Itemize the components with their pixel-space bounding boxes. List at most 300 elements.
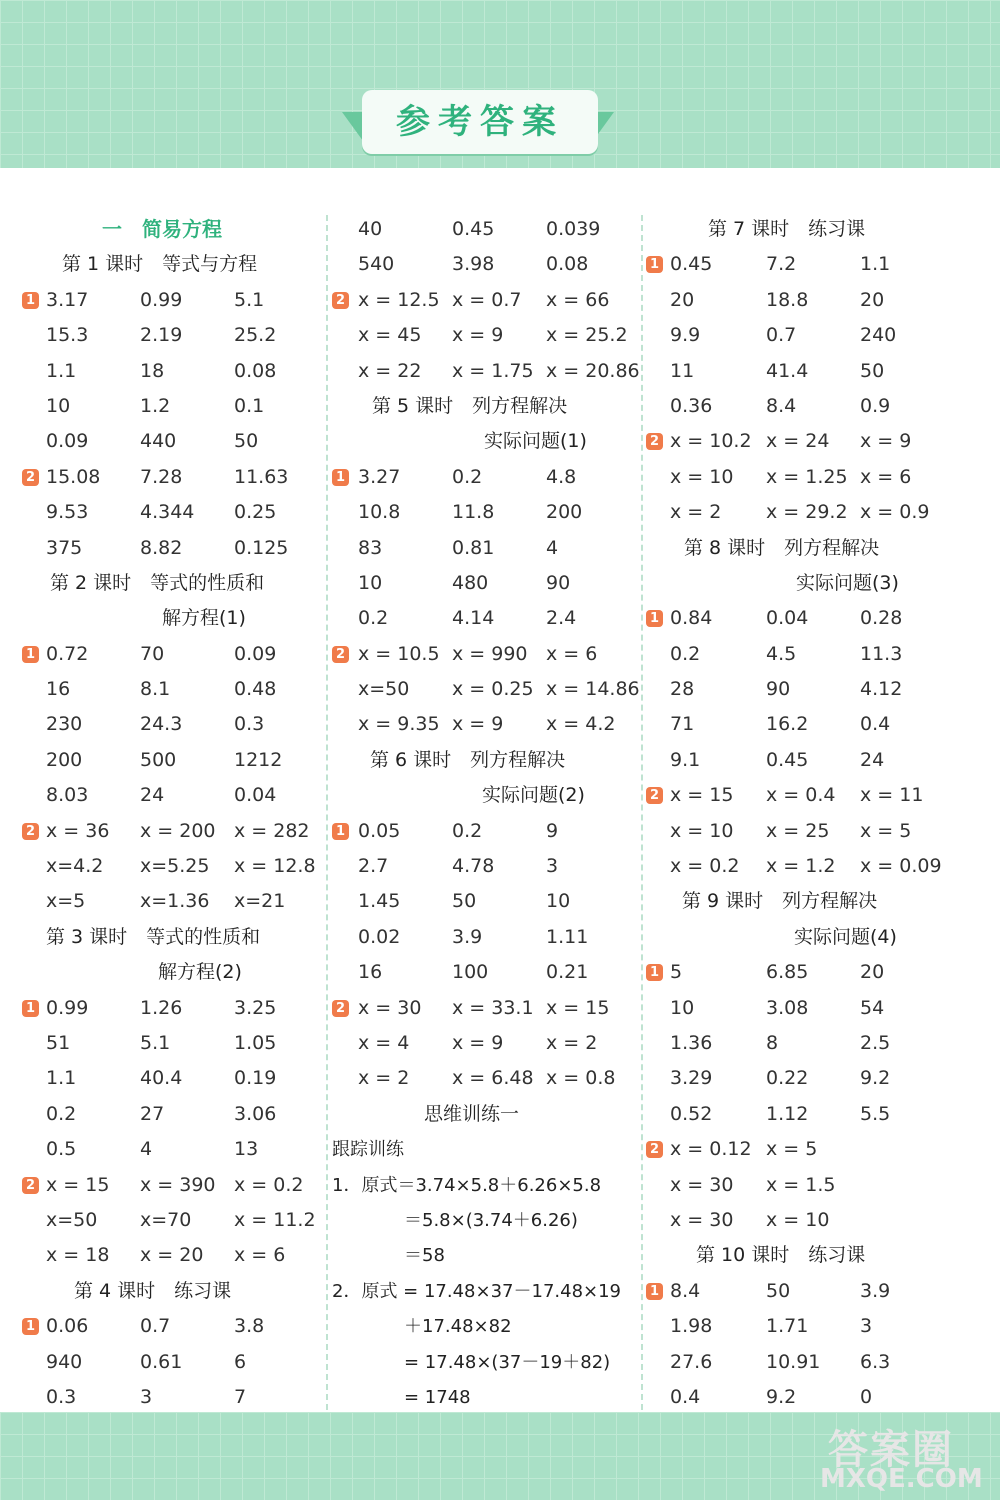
answer-row <box>22 1132 320 1167</box>
answer-value: 7.2 <box>766 253 797 276</box>
answer-value: x = 390 <box>140 1173 216 1196</box>
answer-value: x = 9 <box>452 324 504 347</box>
answer-row <box>332 354 640 389</box>
heading-row <box>332 424 640 459</box>
answer-value: 0.125 <box>234 536 289 559</box>
answer-row <box>22 778 320 813</box>
answer-value: 6.3 <box>860 1350 891 1373</box>
answer-value: 240 <box>860 324 897 347</box>
answer-row <box>332 460 640 495</box>
answer-value: 24 <box>860 748 885 771</box>
answer-value: x = 10.2 <box>670 430 752 453</box>
answer-value: x = 10 <box>670 819 734 842</box>
lesson-heading: 第 9 课时 列方程解决 <box>682 890 878 913</box>
heading-row <box>332 1097 640 1132</box>
answer-value: 0.2 <box>358 607 389 630</box>
answer-value: x=5 <box>46 890 86 913</box>
answer-value: x = 282 <box>234 819 310 842</box>
answer-value: 20 <box>860 288 885 311</box>
answers-column-1 <box>22 212 320 1415</box>
lesson-heading: 第 1 课时 等式与方程 <box>62 253 258 276</box>
answer-value: x = 1.5 <box>766 1173 836 1196</box>
heading-row <box>646 1238 946 1273</box>
answer-value: 0 <box>860 1385 873 1408</box>
answer-value: 0.7 <box>140 1315 171 1338</box>
heading-row <box>332 1168 640 1203</box>
answer-value: 27 <box>140 1102 165 1125</box>
answer-row <box>22 318 320 353</box>
answer-value: x = 6 <box>860 465 912 488</box>
watermark-logo-text: 答案圈 <box>828 1427 954 1473</box>
answer-value: 100 <box>452 961 489 984</box>
answer-value: 3 <box>140 1385 153 1408</box>
explanation-line: ＝5.8×(3.74＋6.26) <box>404 1209 578 1231</box>
answer-value: x = 5 <box>860 819 912 842</box>
explanation-line: = 1748 <box>404 1386 471 1408</box>
answer-row <box>332 495 640 530</box>
answer-value: 375 <box>46 536 83 559</box>
heading-row <box>22 212 320 247</box>
answer-value: 0.84 <box>670 607 713 630</box>
answer-value: 8.82 <box>140 536 183 559</box>
answer-row <box>332 601 640 636</box>
answer-value: 0.3 <box>46 1385 77 1408</box>
answer-value: 10.8 <box>358 501 401 524</box>
answer-row <box>646 1061 946 1096</box>
answer-value: x = 25 <box>766 819 830 842</box>
answer-row <box>646 778 946 813</box>
heading-row <box>22 955 320 990</box>
answer-row <box>646 849 946 884</box>
heading-row <box>332 1238 640 1273</box>
answer-value: 50 <box>766 1279 791 1302</box>
answer-value: 16.2 <box>766 713 809 736</box>
answer-row <box>646 495 946 530</box>
answer-row <box>646 1168 946 1203</box>
question-number-badge: 2 <box>22 823 39 840</box>
answer-value: 9.53 <box>46 501 89 524</box>
answer-value: 1.1 <box>46 359 77 382</box>
answer-row <box>646 1026 946 1061</box>
answer-value: 50 <box>234 430 259 453</box>
question-number-badge: 1 <box>646 256 663 273</box>
answer-row <box>332 212 640 247</box>
answer-value: 4.14 <box>452 607 495 630</box>
answers-column-2 <box>332 212 640 1415</box>
answer-value: x=1.36 <box>140 890 210 913</box>
answer-value: x = 9 <box>452 1031 504 1054</box>
answer-value: x = 11 <box>860 784 924 807</box>
answer-value: x = 66 <box>546 288 610 311</box>
answer-value: 0.2 <box>670 642 701 665</box>
answer-value: 0.52 <box>670 1102 713 1125</box>
answer-row <box>22 1097 320 1132</box>
answer-row <box>646 1203 946 1238</box>
answer-value: 9.1 <box>670 748 701 771</box>
answer-row <box>332 955 640 990</box>
answer-value: 0.19 <box>234 1067 277 1090</box>
heading-row <box>332 1380 640 1415</box>
lesson-heading: 第 2 课时 等式的性质和 <box>50 571 265 594</box>
answer-value: x = 18 <box>46 1244 110 1267</box>
answer-value: 0.45 <box>766 748 809 771</box>
answer-row <box>332 991 640 1026</box>
answer-value: x = 20 <box>140 1244 204 1267</box>
heading-row <box>646 566 946 601</box>
answer-row <box>332 672 640 707</box>
answer-value: 440 <box>140 430 177 453</box>
question-number-badge: 1 <box>22 646 39 663</box>
answer-value: 1.71 <box>766 1315 809 1338</box>
answer-value: 40 <box>358 218 383 240</box>
answer-value: x = 0.2 <box>670 855 740 878</box>
answer-value: 4 <box>140 1138 153 1161</box>
answer-value: x = 10 <box>670 465 734 488</box>
answer-value: 0.7 <box>766 324 797 347</box>
heading-row <box>22 1274 320 1309</box>
answer-value: 28 <box>670 678 695 701</box>
answer-value: 1.12 <box>766 1102 809 1125</box>
answer-value: x = 5 <box>766 1138 818 1161</box>
answer-value: x = 9.35 <box>358 713 440 736</box>
answer-row <box>646 1274 946 1309</box>
heading-row <box>646 531 946 566</box>
heading-row <box>332 1309 640 1344</box>
answer-value: x = 4 <box>358 1031 410 1054</box>
answer-row <box>22 707 320 742</box>
heading-row <box>22 247 320 282</box>
answer-value: 11.8 <box>452 501 495 524</box>
explanation-line: = 17.48×(37－19＋82) <box>404 1351 611 1373</box>
answer-value: 3.29 <box>670 1067 713 1090</box>
question-number-badge: 1 <box>646 1283 663 1300</box>
answer-row <box>332 707 640 742</box>
answer-row <box>22 460 320 495</box>
answer-row <box>22 1238 320 1273</box>
answer-value: x = 200 <box>140 819 216 842</box>
page-title: 参考答案 <box>396 102 564 142</box>
answer-row <box>646 743 946 778</box>
answer-row <box>646 955 946 990</box>
answer-value: 50 <box>452 890 477 913</box>
lesson-heading: 思维训练一 <box>424 1102 520 1125</box>
question-number-badge: 2 <box>646 433 663 450</box>
answer-value: x = 9 <box>860 430 912 453</box>
answer-value: 0.09 <box>46 430 89 453</box>
answer-row <box>332 849 640 884</box>
answer-value: 8.4 <box>766 394 797 417</box>
answer-row <box>646 637 946 672</box>
answer-value: x=21 <box>234 890 286 913</box>
answer-value: 71 <box>670 713 695 736</box>
answer-value: 200 <box>46 748 83 771</box>
lesson-heading: 实际问题(4) <box>794 925 897 948</box>
answer-value: 3.17 <box>46 288 89 311</box>
heading-row <box>646 920 946 955</box>
answer-value: 25.2 <box>234 324 277 347</box>
heading-row <box>332 1274 640 1309</box>
heading-row <box>22 920 320 955</box>
lesson-heading: 实际问题(3) <box>796 571 899 594</box>
answer-value: 1.98 <box>670 1315 713 1338</box>
answer-row <box>22 495 320 530</box>
answers-column-3 <box>646 212 946 1415</box>
answer-value: 10 <box>670 996 695 1019</box>
answer-value: 3.27 <box>358 465 401 488</box>
answer-row <box>646 318 946 353</box>
answer-value: 3.9 <box>860 1279 891 1302</box>
answer-row <box>646 1097 946 1132</box>
answer-value: 3.08 <box>766 996 809 1019</box>
answer-row <box>22 1061 320 1096</box>
answer-row <box>22 1168 320 1203</box>
heading-row <box>332 389 640 424</box>
answer-value: 500 <box>140 748 177 771</box>
answer-value: 11 <box>670 359 695 382</box>
answer-row <box>22 884 320 919</box>
answer-value: x = 0.2 <box>234 1173 304 1196</box>
heading-row <box>646 212 946 247</box>
question-number-badge: 1 <box>332 469 349 486</box>
answer-value: 0.09 <box>234 642 277 665</box>
answer-row <box>22 1203 320 1238</box>
answer-value: 9.9 <box>670 324 701 347</box>
question-number-badge: 1 <box>22 1318 39 1335</box>
answer-row <box>22 672 320 707</box>
answer-value: x = 25.2 <box>546 324 628 347</box>
answer-value: 0.5 <box>46 1138 77 1161</box>
answer-value: 54 <box>860 996 885 1019</box>
answer-value: 13 <box>234 1138 259 1161</box>
answer-value: 7.28 <box>140 465 183 488</box>
answer-value: x = 2 <box>358 1067 410 1090</box>
answer-value: 1.36 <box>670 1031 713 1054</box>
answer-value: 6 <box>234 1350 247 1373</box>
answer-value: 0.2 <box>452 465 483 488</box>
answer-row <box>332 531 640 566</box>
answer-value: x = 30 <box>358 996 422 1019</box>
heading-row <box>332 1203 640 1238</box>
answer-row <box>22 283 320 318</box>
answer-value: x = 10.5 <box>358 642 440 665</box>
answer-value: 15.08 <box>46 465 101 488</box>
answer-value: 1.26 <box>140 996 183 1019</box>
answer-value: 2.4 <box>546 607 577 630</box>
answer-value: 0.72 <box>46 642 89 665</box>
answer-value: 0.81 <box>452 536 495 559</box>
answer-value: 3.9 <box>452 925 483 948</box>
answer-value: x = 36 <box>46 819 110 842</box>
question-number-badge: 2 <box>332 646 349 663</box>
answer-row <box>332 920 640 955</box>
answer-value: x = 15 <box>546 996 610 1019</box>
answer-value: x = 6 <box>546 642 598 665</box>
answer-value: 1.11 <box>546 925 589 948</box>
answer-value: 24 <box>140 784 165 807</box>
answer-value: x = 1.25 <box>766 465 848 488</box>
heading-row <box>332 778 640 813</box>
answer-value: 0.25 <box>234 501 277 524</box>
explanation-line: ＝58 <box>404 1245 445 1267</box>
answer-row <box>332 814 640 849</box>
answer-value: x = 0.12 <box>670 1138 752 1161</box>
answer-row <box>332 283 640 318</box>
lesson-heading: 第 6 课时 列方程解决 <box>370 748 566 771</box>
answer-row <box>332 884 640 919</box>
answer-value: x = 10 <box>766 1208 830 1231</box>
answer-value: 0.45 <box>670 253 713 276</box>
answer-value: 9.2 <box>860 1067 891 1090</box>
answer-value: 7 <box>234 1385 247 1408</box>
answer-value: 4.78 <box>452 855 495 878</box>
answer-value: 0.99 <box>46 996 89 1019</box>
answer-value: 0.4 <box>670 1385 701 1408</box>
answer-row <box>646 1380 946 1415</box>
answer-row <box>22 637 320 672</box>
lesson-heading: 实际问题(1) <box>484 430 587 453</box>
answer-value: 90 <box>766 678 791 701</box>
answer-value: x = 15 <box>670 784 734 807</box>
answer-row <box>646 1309 946 1344</box>
answer-value: x = 30 <box>670 1173 734 1196</box>
answer-row <box>646 424 946 459</box>
answer-value: x = 45 <box>358 324 422 347</box>
answer-value: 10.91 <box>766 1350 821 1373</box>
answer-value: 0.2 <box>452 819 483 842</box>
answer-row <box>22 1345 320 1380</box>
answer-row <box>22 743 320 778</box>
answer-row <box>22 1026 320 1061</box>
answer-value: x = 1.75 <box>452 359 534 382</box>
answer-value: 18 <box>140 359 165 382</box>
explanation-line: ＋17.48×82 <box>404 1316 512 1338</box>
answer-value: x = 0.25 <box>452 678 534 701</box>
heading-row <box>332 1132 640 1167</box>
answer-value: 20 <box>860 961 885 984</box>
answer-value: 0.1 <box>234 394 265 417</box>
answer-value: 16 <box>46 678 71 701</box>
answer-value: 0.28 <box>860 607 903 630</box>
answer-value: 2.7 <box>358 855 389 878</box>
answer-value: x = 30 <box>670 1208 734 1231</box>
answer-value: 230 <box>46 713 83 736</box>
answer-value: 9.2 <box>766 1385 797 1408</box>
question-number-badge: 2 <box>22 469 39 486</box>
answer-value: 8 <box>766 1031 779 1054</box>
answer-value: x = 14.86 <box>546 678 640 701</box>
answer-value: x = 0.09 <box>860 855 942 878</box>
answer-value: 1.45 <box>358 890 401 913</box>
answer-value: 50 <box>860 359 885 382</box>
answer-value: x = 6 <box>234 1244 286 1267</box>
answer-value: 83 <box>358 536 383 559</box>
lesson-heading: 解方程(2) <box>158 961 242 984</box>
answer-value: x = 12.5 <box>358 288 440 311</box>
question-number-badge: 1 <box>22 292 39 309</box>
answer-value: 0.04 <box>234 784 277 807</box>
answer-value: 0.9 <box>860 394 891 417</box>
answer-row <box>332 637 640 672</box>
answer-value: x = 33.1 <box>452 996 534 1019</box>
answer-row <box>646 460 946 495</box>
answer-row <box>332 1026 640 1061</box>
answer-value: 0.2 <box>46 1102 77 1125</box>
lesson-heading: 第 7 课时 练习课 <box>708 218 866 240</box>
answer-value: 8.4 <box>670 1279 701 1302</box>
answer-value: 10 <box>546 890 571 913</box>
lesson-heading: 第 8 课时 列方程解决 <box>684 536 880 559</box>
answer-value: 11.3 <box>860 642 903 665</box>
answer-value: x=5.25 <box>140 855 210 878</box>
answer-value: 4.5 <box>766 642 797 665</box>
answer-value: 0.22 <box>766 1067 809 1090</box>
answer-value: x = 0.7 <box>452 288 522 311</box>
answer-value: x = 0.4 <box>766 784 836 807</box>
answer-row <box>646 1345 946 1380</box>
answer-value: 0.4 <box>860 713 891 736</box>
answer-value: 90 <box>546 571 571 594</box>
answer-value: 11.63 <box>234 465 289 488</box>
question-number-badge: 2 <box>332 1000 349 1017</box>
answer-value: x = 9 <box>452 713 504 736</box>
answer-value: x = 12.8 <box>234 855 316 878</box>
answer-value: 51 <box>46 1031 71 1054</box>
answer-value: 0.36 <box>670 394 713 417</box>
answer-value: 9 <box>546 819 559 842</box>
answer-row <box>646 283 946 318</box>
answer-value: x = 11.2 <box>234 1208 316 1231</box>
column-divider-1 <box>326 215 328 1410</box>
answer-row <box>22 1380 320 1415</box>
question-number-badge: 2 <box>646 787 663 804</box>
answer-value: x = 24 <box>766 430 830 453</box>
heading-row <box>332 1345 640 1380</box>
answer-value: 20 <box>670 288 695 311</box>
explanation-line: 2．原式 = 17.48×37－17.48×19 <box>332 1280 622 1302</box>
answer-value: 0.45 <box>452 218 495 240</box>
answer-value: 1.2 <box>140 394 171 417</box>
answer-row <box>332 566 640 601</box>
question-number-badge: 1 <box>646 964 663 981</box>
answer-value: 5.1 <box>234 288 265 311</box>
answer-value: 2.19 <box>140 324 183 347</box>
answer-value: 200 <box>546 501 583 524</box>
answer-row <box>22 1309 320 1344</box>
section-heading: 一 简易方程 <box>102 217 222 241</box>
answer-value: x=4.2 <box>46 855 104 878</box>
answer-row <box>646 672 946 707</box>
lesson-heading: 实际问题(2) <box>482 784 585 807</box>
answer-value: x = 15 <box>46 1173 110 1196</box>
answer-row <box>332 247 640 282</box>
answer-row <box>646 814 946 849</box>
answer-value: 3.25 <box>234 996 277 1019</box>
answer-value: 0.039 <box>546 218 601 240</box>
answer-value: x = 2 <box>670 501 722 524</box>
answer-value: 0.48 <box>234 678 277 701</box>
answer-value: x = 29.2 <box>766 501 848 524</box>
answer-value: 0.05 <box>358 819 401 842</box>
heading-row <box>22 601 320 636</box>
watermark <box>820 1418 990 1494</box>
explanation-line: 1．原式＝3.74×5.8＋6.26×5.8 <box>332 1174 602 1196</box>
answer-value: 16 <box>358 961 383 984</box>
answer-value: x = 2 <box>546 1031 598 1054</box>
answer-value: x=70 <box>140 1208 192 1231</box>
answer-row <box>646 991 946 1026</box>
answer-value: 0.04 <box>766 607 809 630</box>
answer-value: 27.6 <box>670 1350 713 1373</box>
